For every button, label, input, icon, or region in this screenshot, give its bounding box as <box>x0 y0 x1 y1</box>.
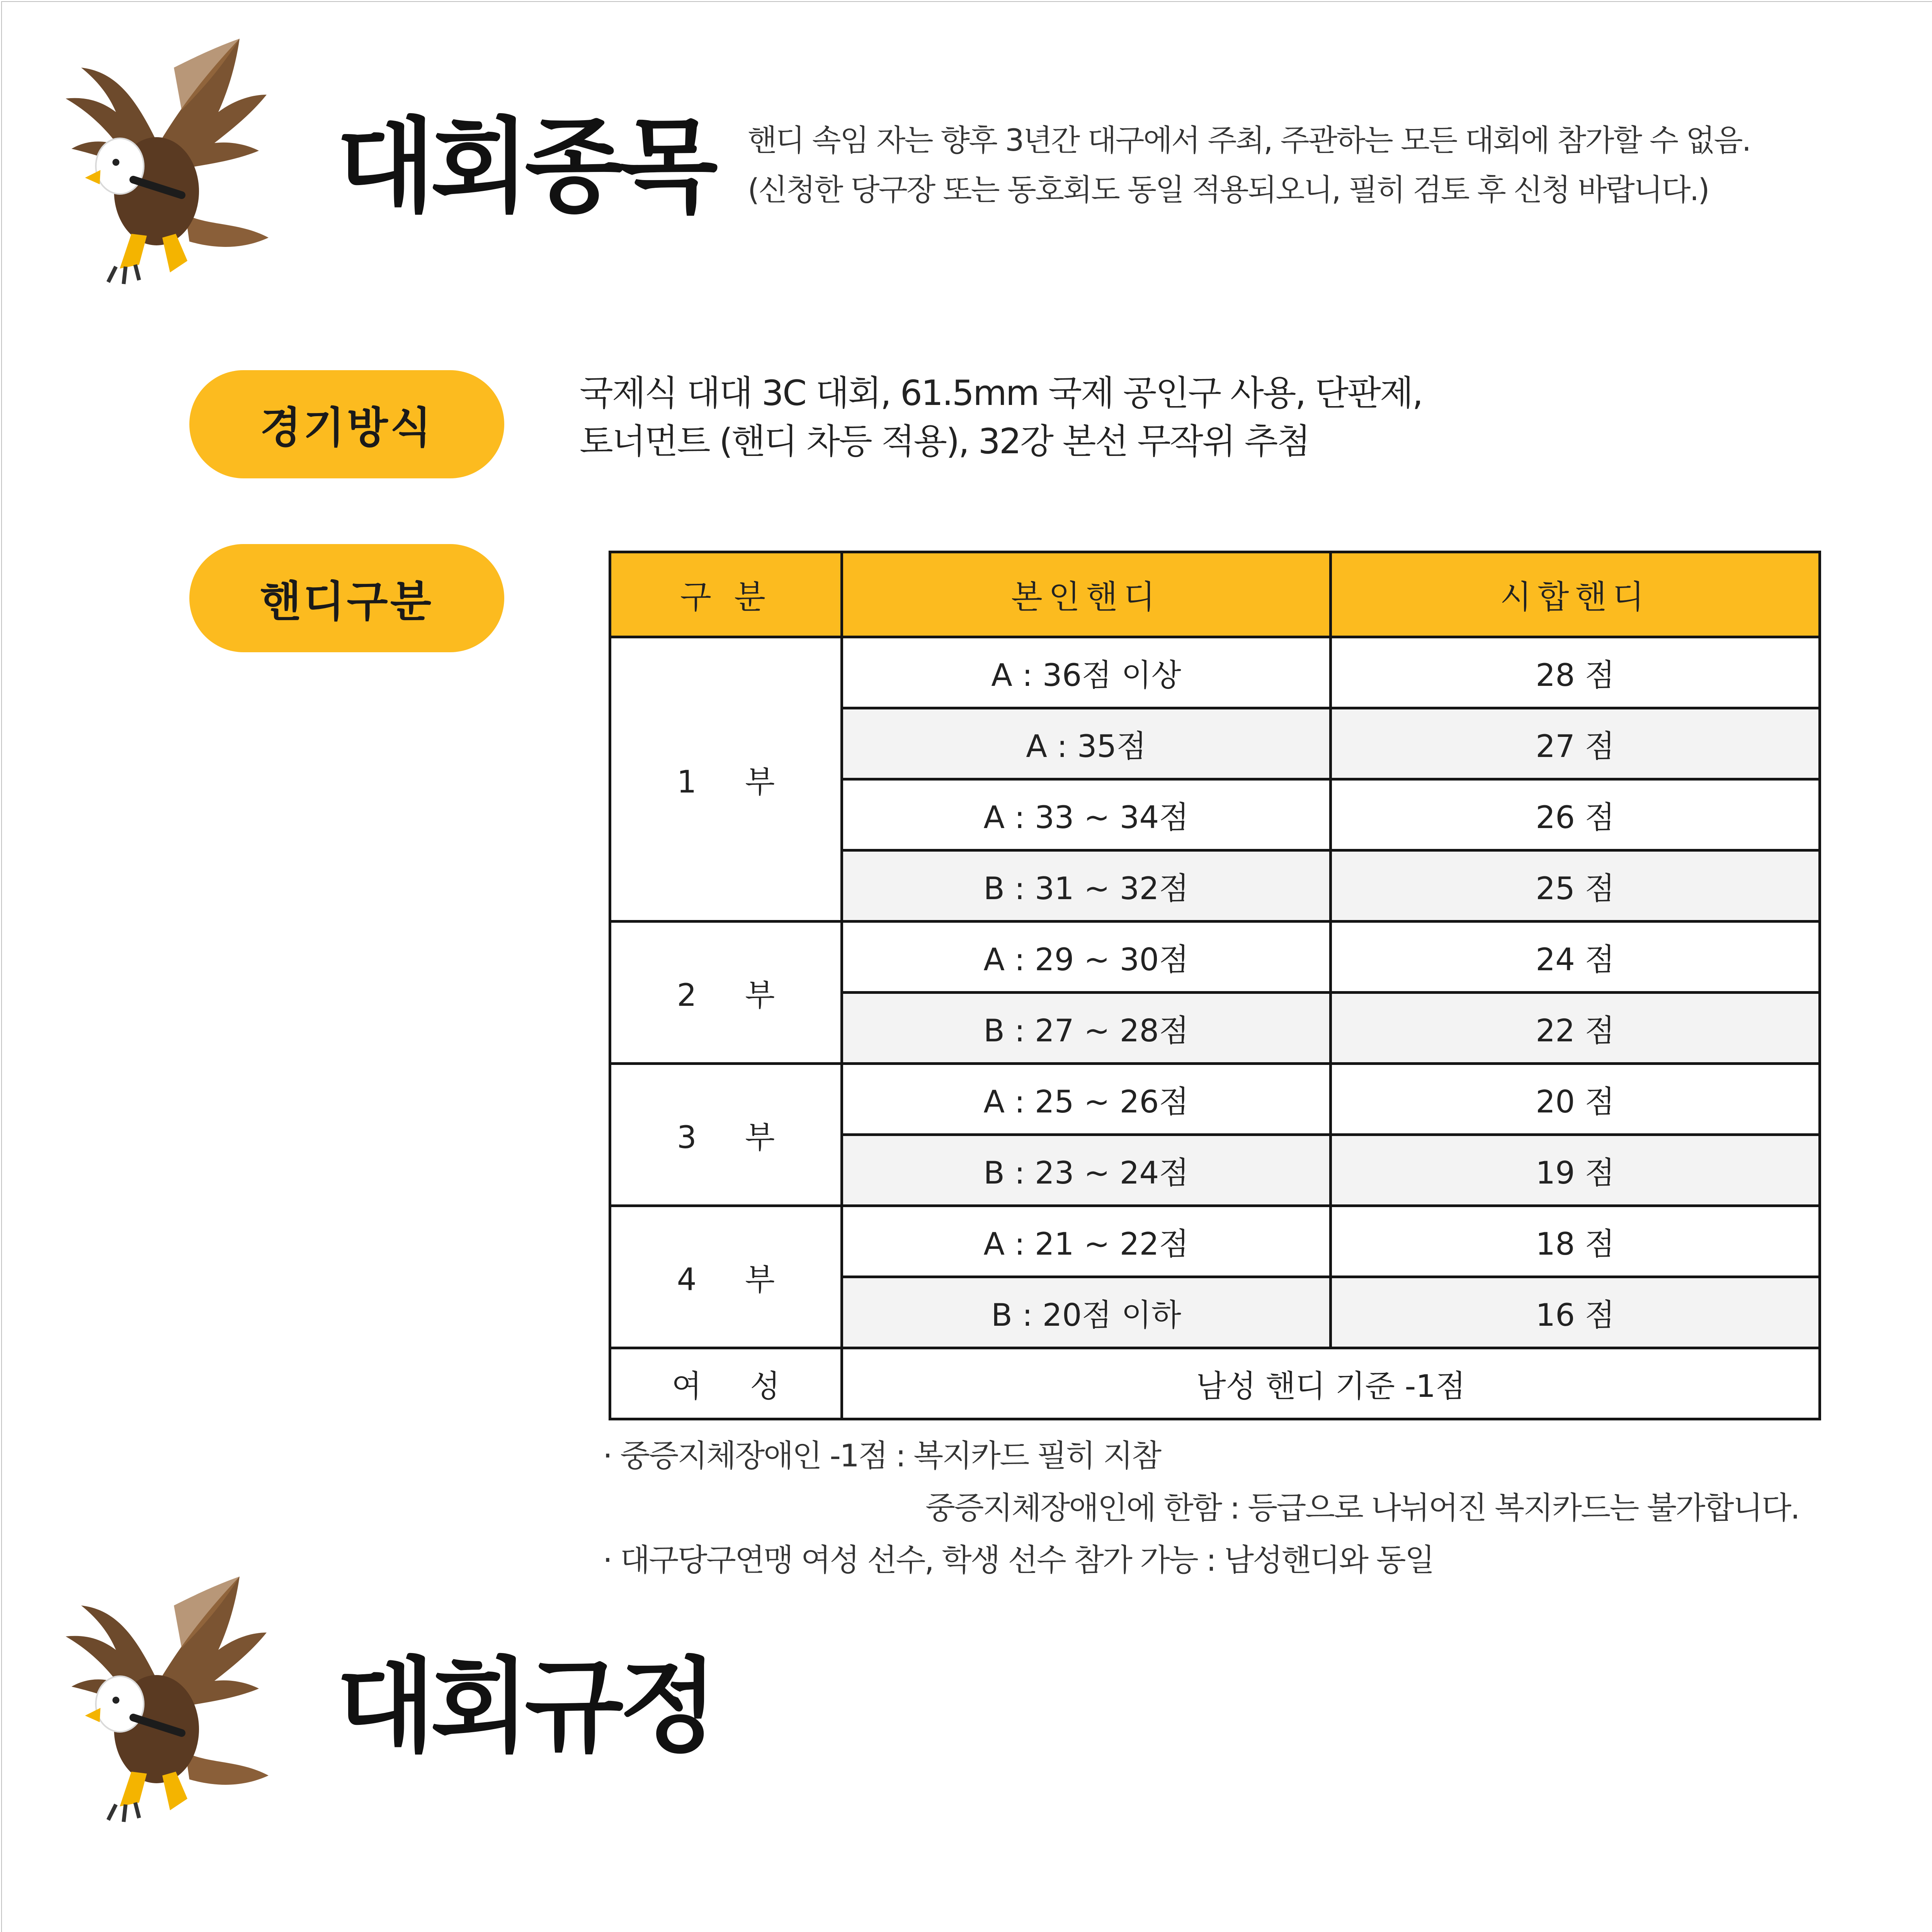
note-line: · 대구당구연맹 여성 선수, 학생 선수 참가 가능 : 남성핸디와 동일 <box>603 1542 1434 1578</box>
table-notes <box>603 1430 1799 1586</box>
match-handicap-cell: 18 점 <box>1331 1206 1820 1277</box>
notice-line: (신청한 당구장 또는 동호회도 동일 적용되오니, 필히 검토 후 신청 바랍니다.) <box>748 173 1709 207</box>
own-handicap-cell: B : 27 ~ 28점 <box>842 993 1331 1064</box>
section-title: 대회규정 <box>336 1647 713 1766</box>
group-name: 4 부 <box>610 1206 842 1348</box>
table-row <box>610 922 1820 993</box>
format-label-badge: 경기방식 <box>189 370 504 478</box>
eagle-mascot-icon <box>58 1571 274 1841</box>
match-handicap-cell: 22 점 <box>1331 993 1820 1064</box>
own-handicap-cell: A : 35점 <box>842 708 1331 779</box>
eagle-mascot-icon <box>58 33 274 303</box>
women-handicap-cell: 남성 핸디 기준 -1점 <box>842 1348 1820 1419</box>
own-handicap-cell: B : 23 ~ 24점 <box>842 1135 1331 1206</box>
note-line: · 중증지체장애인 -1점 : 복지카드 필히 지참 <box>603 1438 1161 1474</box>
group-name: 3 부 <box>610 1064 842 1206</box>
table-row <box>610 1206 1820 1277</box>
handicap-label-badge: 핸디구분 <box>189 544 504 652</box>
match-handicap-cell: 20 점 <box>1331 1064 1820 1135</box>
match-handicap-cell: 28 점 <box>1331 637 1820 708</box>
match-handicap-cell: 27 점 <box>1331 708 1820 779</box>
own-handicap-cell: A : 25 ~ 26점 <box>842 1064 1331 1135</box>
match-handicap-cell: 25 점 <box>1331 850 1820 922</box>
own-handicap-cell: A : 29 ~ 30점 <box>842 922 1331 993</box>
own-handicap-cell: A : 33 ~ 34점 <box>842 779 1331 850</box>
table-row <box>610 1348 1820 1419</box>
format-line: 토너먼트 (핸디 차등 적용), 32강 본선 무작위 추첨 <box>580 421 1310 462</box>
format-description <box>580 369 1422 466</box>
table-header-row <box>610 552 1820 637</box>
own-handicap-cell: A : 36점 이상 <box>842 637 1331 708</box>
section-title: 대회종목 <box>336 107 713 226</box>
warning-notice <box>748 116 1750 215</box>
header-category: 구 분 <box>610 552 842 637</box>
match-handicap-cell: 26 점 <box>1331 779 1820 850</box>
match-handicap-cell: 19 점 <box>1331 1135 1820 1206</box>
group-name: 2 부 <box>610 922 842 1064</box>
format-line: 국제식 대대 3C 대회, 61.5mm 국제 공인구 사용, 단판제, <box>580 373 1422 413</box>
table-row <box>610 637 1820 708</box>
notice-line: 핸디 속임 자는 향후 3년간 대구에서 주최, 주관하는 모든 대회에 참가할 수 없음. <box>748 123 1750 158</box>
group-name: 여 성 <box>610 1348 842 1419</box>
header-match-handicap: 시합핸디 <box>1331 552 1820 637</box>
group-name: 1 부 <box>610 637 842 922</box>
own-handicap-cell: A : 21 ~ 22점 <box>842 1206 1331 1277</box>
header-own-handicap: 본인핸디 <box>842 552 1331 637</box>
table-row <box>610 1064 1820 1135</box>
handicap-table <box>609 551 1821 1420</box>
match-handicap-cell: 16 점 <box>1331 1277 1820 1348</box>
own-handicap-cell: B : 31 ~ 32점 <box>842 850 1331 922</box>
own-handicap-cell: B : 20점 이하 <box>842 1277 1331 1348</box>
note-line: 중증지체장애인에 한함 : 등급으로 나뉘어진 복지카드는 불가합니다. <box>925 1490 1799 1526</box>
match-handicap-cell: 24 점 <box>1331 922 1820 993</box>
